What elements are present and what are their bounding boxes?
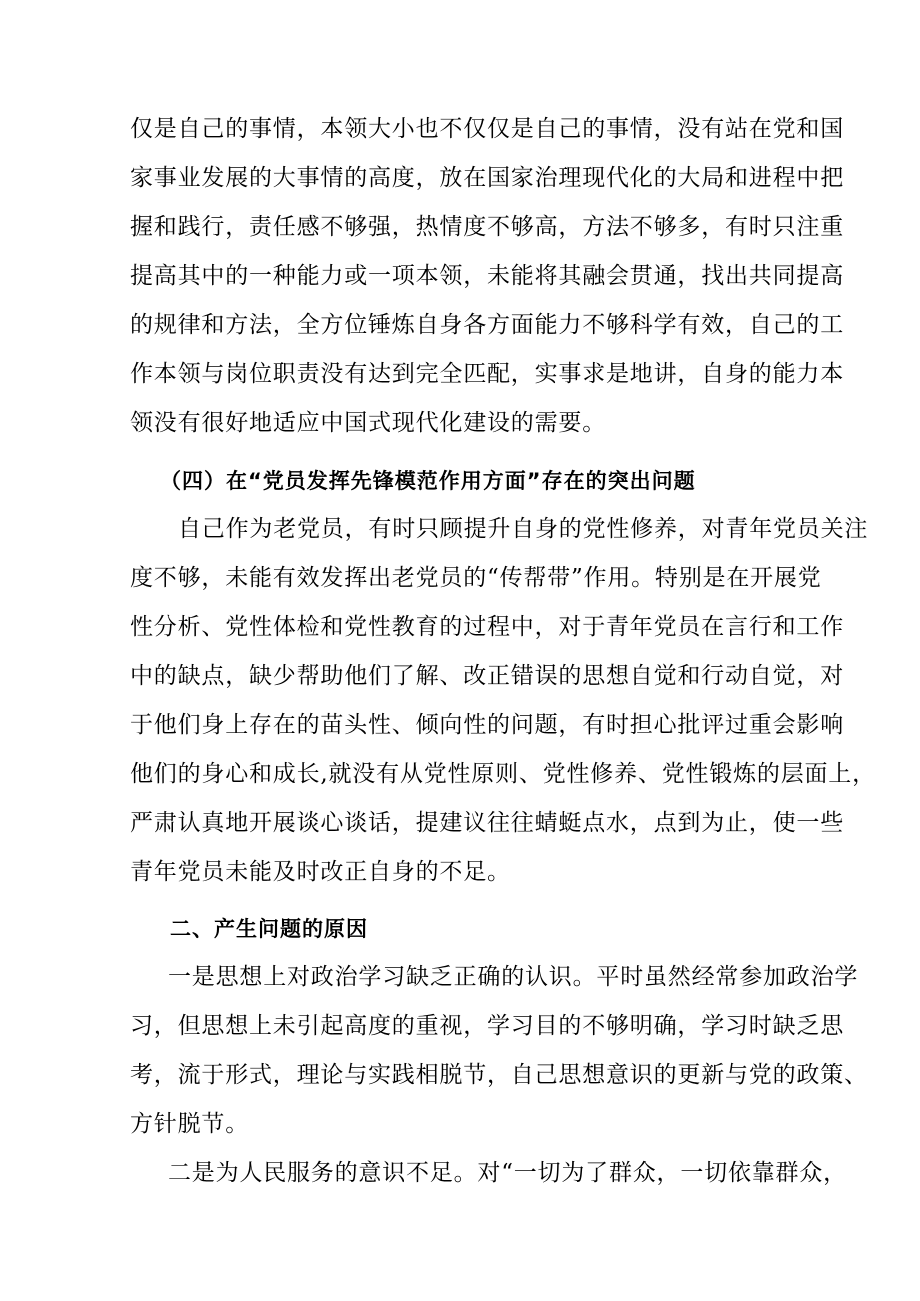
- text-line: 于他们身上存在的苗头性、倾向性的问题，有时担心批评过重会影响: [130, 712, 844, 738]
- text-line: 一是思想上对政治学习缺乏正确的认识。平时虽然经常参加政治学: [168, 964, 859, 990]
- text-line: 仅是自己的事情，本领大小也不仅仅是自己的事情，没有站在党和国: [130, 116, 844, 142]
- text-line: 方针脱节。: [130, 1111, 249, 1137]
- text-line: 考，流于形式，理论与实践相脱节，自己思想意识的更新与党的政策、: [130, 1062, 868, 1088]
- text-line: 家事业发展的大事情的高度，放在国家治理现代化的大局和进程中把: [130, 165, 844, 191]
- text-line: 作本领与岗位职责没有达到完全匹配，实事求是地讲，自身的能力本: [130, 361, 844, 387]
- text-line: 严肃认真地开展谈心谈话，提建议往往蜻蜓点水，点到为止，使一些: [130, 810, 844, 836]
- text-line: 度不够，未能有效发挥出老党员的“传帮带”作用。特别是在开展党: [130, 565, 822, 591]
- text-line: 握和践行，责任感不够强，热情度不够高，方法不够多，有时只注重: [130, 214, 844, 240]
- text-line: 性分析、党性体检和党性教育的过程中，对于青年党员在言行和工作: [130, 614, 844, 640]
- text-line: 自己作为老党员，有时只顾提升自身的党性修养，对青年党员关注: [178, 516, 869, 542]
- text-line: 的规律和方法，全方位锤炼自身各方面能力不够科学有效，自己的工: [130, 312, 844, 338]
- section-heading: （四）在“党员发挥先锋模范作用方面”存在的突出问题: [160, 469, 696, 493]
- text-line: 习，但思想上未引起高度的重视，学习目的不够明确，学习时缺乏思: [130, 1013, 844, 1039]
- text-line: 领没有很好地适应中国式现代化建设的需要。: [130, 410, 606, 436]
- text-line: 他们的身心和成长,就没有从党性原则、党性修养、党性锻炼的层面上，: [130, 761, 876, 787]
- text-line: 青年党员未能及时改正自身的不足。: [130, 859, 511, 885]
- text-line: 二是为人民服务的意识不足。对“一切为了群众，一切依靠群众，: [168, 1160, 847, 1186]
- text-line: 提高其中的一种能力或一项本领，未能将其融会贯通，找出共同提高: [130, 263, 844, 289]
- part-heading: 二、产生问题的原因: [170, 917, 368, 941]
- text-line: 中的缺点，缺少帮助他们了解、改正错误的思想自觉和行动自觉，对: [130, 663, 844, 689]
